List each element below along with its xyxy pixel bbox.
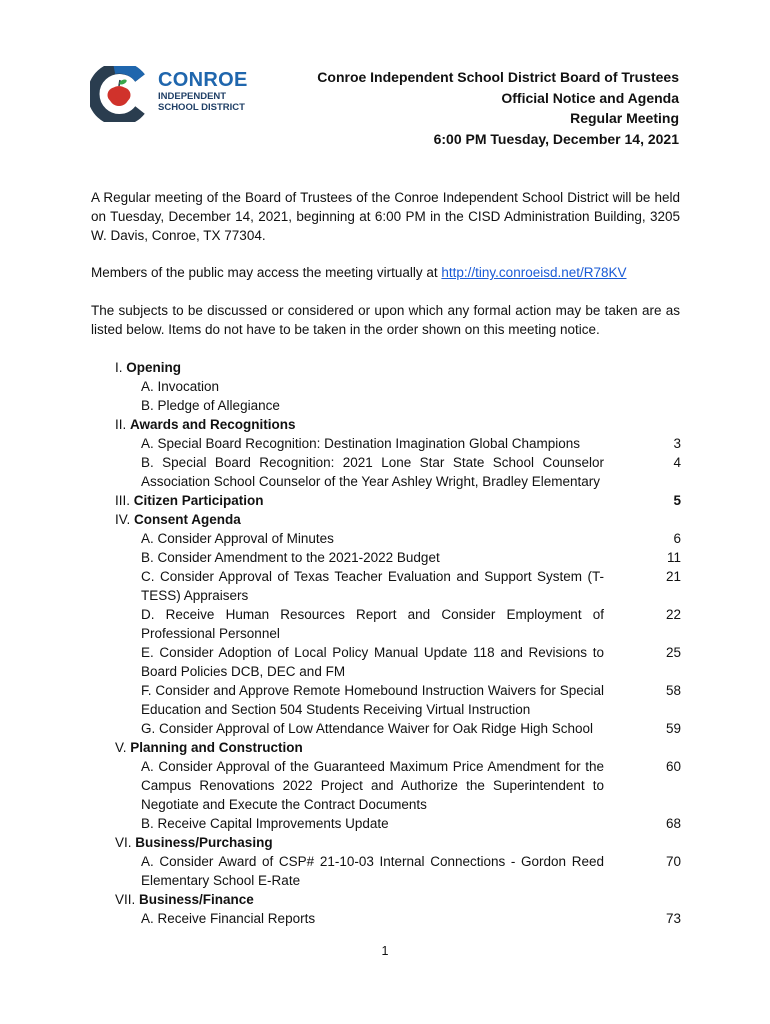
agenda-item xyxy=(115,852,681,890)
agenda-section-label: Citizen Participation xyxy=(133,493,264,508)
document-header xyxy=(317,67,679,149)
agenda-item-text: A. Consider Approval of the Guaranteed Maximum Price Amendment for the Campus Renovations 2022 Project and Authorize the Superintendent to Negotiate and Execute the Contract Documents xyxy=(141,759,604,812)
agenda-list xyxy=(115,358,681,928)
agenda-section-number: I. xyxy=(115,360,127,375)
agenda-item-page: 58 xyxy=(665,683,681,698)
agenda-item-page: 73 xyxy=(665,911,681,926)
agenda-section xyxy=(115,491,681,510)
agenda-item-page: 3 xyxy=(673,436,681,451)
agenda-section xyxy=(115,738,681,757)
agenda-item-page xyxy=(641,396,681,415)
agenda-section-title xyxy=(115,358,181,377)
agenda-item-text: D. Receive Human Resources Report and Consider Employment of Professional Personnel xyxy=(141,607,604,641)
agenda-item-page: 11 xyxy=(666,550,681,565)
agenda-item-text: A. Receive Financial Reports xyxy=(141,911,316,926)
district-logo xyxy=(90,66,250,122)
agenda-section-label: Business/Purchasing xyxy=(135,835,273,850)
agenda-item-page: 68 xyxy=(665,816,681,831)
header-line-4: 6:00 PM Tuesday, December 14, 2021 xyxy=(433,130,679,147)
agenda-item-page: 25 xyxy=(665,645,681,660)
header-line-1: Conroe Independent School District Board of Trustees xyxy=(317,69,679,85)
agenda-section-number: VII. xyxy=(115,892,140,907)
agenda-item xyxy=(115,377,681,396)
header-line-2: Official Notice and Agenda xyxy=(501,89,679,106)
agenda-item-text: G. Consider Approval of Low Attendance Waiver for Oak Ridge High School xyxy=(141,721,593,736)
agenda-section xyxy=(115,890,681,909)
agenda-item-page: 21 xyxy=(665,569,681,584)
agenda-item xyxy=(115,757,681,814)
agenda-section-label: Planning and Construction xyxy=(130,740,303,755)
agenda-section-title xyxy=(115,833,273,852)
agenda-section xyxy=(115,510,681,529)
agenda-item xyxy=(115,643,681,681)
agenda-item-text: A. Consider Award of CSP# 21-10-03 Internal Connections - Gordon Reed Elementary School E-Rate xyxy=(141,854,604,888)
agenda-item xyxy=(115,548,681,567)
meeting-link[interactable]: http://tiny.conroeisd.net/R78KV xyxy=(441,265,627,280)
agenda-item-text: B. Consider Amendment to the 2021-2022 Budget xyxy=(141,550,440,565)
agenda-section xyxy=(115,358,681,377)
agenda-item xyxy=(115,719,681,738)
logo-name: CONROE xyxy=(158,69,248,91)
conroe-c-apple-icon xyxy=(90,66,150,122)
agenda-section-page: 5 xyxy=(673,493,681,508)
subjects-paragraph: The subjects to be discussed or considered or upon which any formal action may be taken are as listed below. Items do not have to be taken in the order shown on this meeting notice. xyxy=(91,303,680,337)
agenda-section-title xyxy=(115,415,296,434)
agenda-item-page: 4 xyxy=(673,455,681,470)
agenda-section-number: V. xyxy=(115,740,131,755)
agenda-section-title xyxy=(115,738,303,757)
agenda-item-text: B. Receive Capital Improvements Update xyxy=(141,816,389,831)
agenda-item-page: 60 xyxy=(665,759,681,774)
agenda-item xyxy=(115,605,681,643)
agenda-item-text: E. Consider Adoption of Local Policy Manual Update 118 and Revisions to Board Policies DCB, DEC and FM xyxy=(141,645,604,679)
page-number: 1 xyxy=(381,944,389,958)
agenda-item xyxy=(115,434,681,453)
header-line-3: Regular Meeting xyxy=(570,110,679,126)
agenda-item-text: B. Pledge of Allegiance xyxy=(141,398,280,413)
agenda-item-page: 6 xyxy=(673,531,681,546)
agenda-item xyxy=(115,909,681,928)
agenda-section-label: Consent Agenda xyxy=(134,512,241,527)
agenda-item-text: C. Consider Approval of Texas Teacher Evaluation and Support System (T-TESS) Appraisers xyxy=(141,569,604,603)
agenda-item xyxy=(115,529,681,548)
agenda-item xyxy=(115,396,681,415)
agenda-item-text: A. Special Board Recognition: Destination Imagination Global Champions xyxy=(141,436,581,451)
agenda-item xyxy=(115,453,681,491)
agenda-section-number: II. xyxy=(115,417,131,432)
agenda-section-label: Business/Finance xyxy=(139,892,254,907)
agenda-item-page: 59 xyxy=(665,721,681,736)
agenda-section-label: Awards and Recognitions xyxy=(130,417,296,432)
agenda-item-page: 22 xyxy=(665,607,681,622)
agenda-section-number: VI. xyxy=(115,835,136,850)
agenda-item-text: A. Invocation xyxy=(141,379,220,394)
agenda-item-text: F. Consider and Approve Remote Homebound Instruction Waivers for Special Education and Section 504 Students Receiving Virtual Instruction xyxy=(141,683,604,717)
agenda-item xyxy=(115,681,681,719)
agenda-section xyxy=(115,415,681,434)
agenda-item-page: 70 xyxy=(665,854,681,869)
agenda-item-page xyxy=(641,377,681,396)
virtual-access-text: Members of the public may access the meeting virtually at xyxy=(91,265,442,280)
agenda-section xyxy=(115,833,681,852)
agenda-item-text: A. Consider Approval of Minutes xyxy=(141,531,334,546)
agenda-item xyxy=(115,567,681,605)
virtual-access-paragraph xyxy=(91,263,680,282)
agenda-section-label: Opening xyxy=(126,360,182,375)
logo-sub-1: INDEPENDENT xyxy=(158,91,227,102)
agenda-item-text: B. Special Board Recognition: 2021 Lone Star State School Counselor Association School Counselor of the Year Ashley Wright, Bradley Elementary xyxy=(141,455,604,489)
agenda-section-number: IV. xyxy=(115,512,135,527)
agenda-section-title xyxy=(115,890,254,909)
agenda-item xyxy=(115,814,681,833)
intro-paragraph: A Regular meeting of the Board of Trustees of the Conroe Independent School District will be held on Tuesday, December 14, 2021, beginning at 6:00 PM in the CISD Administration Building, 3205 W. Davis, Conroe, TX 77304. xyxy=(91,190,680,243)
agenda-section-title xyxy=(115,491,264,510)
agenda-section-title xyxy=(115,510,241,529)
agenda-section-number: III. xyxy=(115,493,134,508)
logo-sub-2: SCHOOL DISTRICT xyxy=(158,102,245,113)
